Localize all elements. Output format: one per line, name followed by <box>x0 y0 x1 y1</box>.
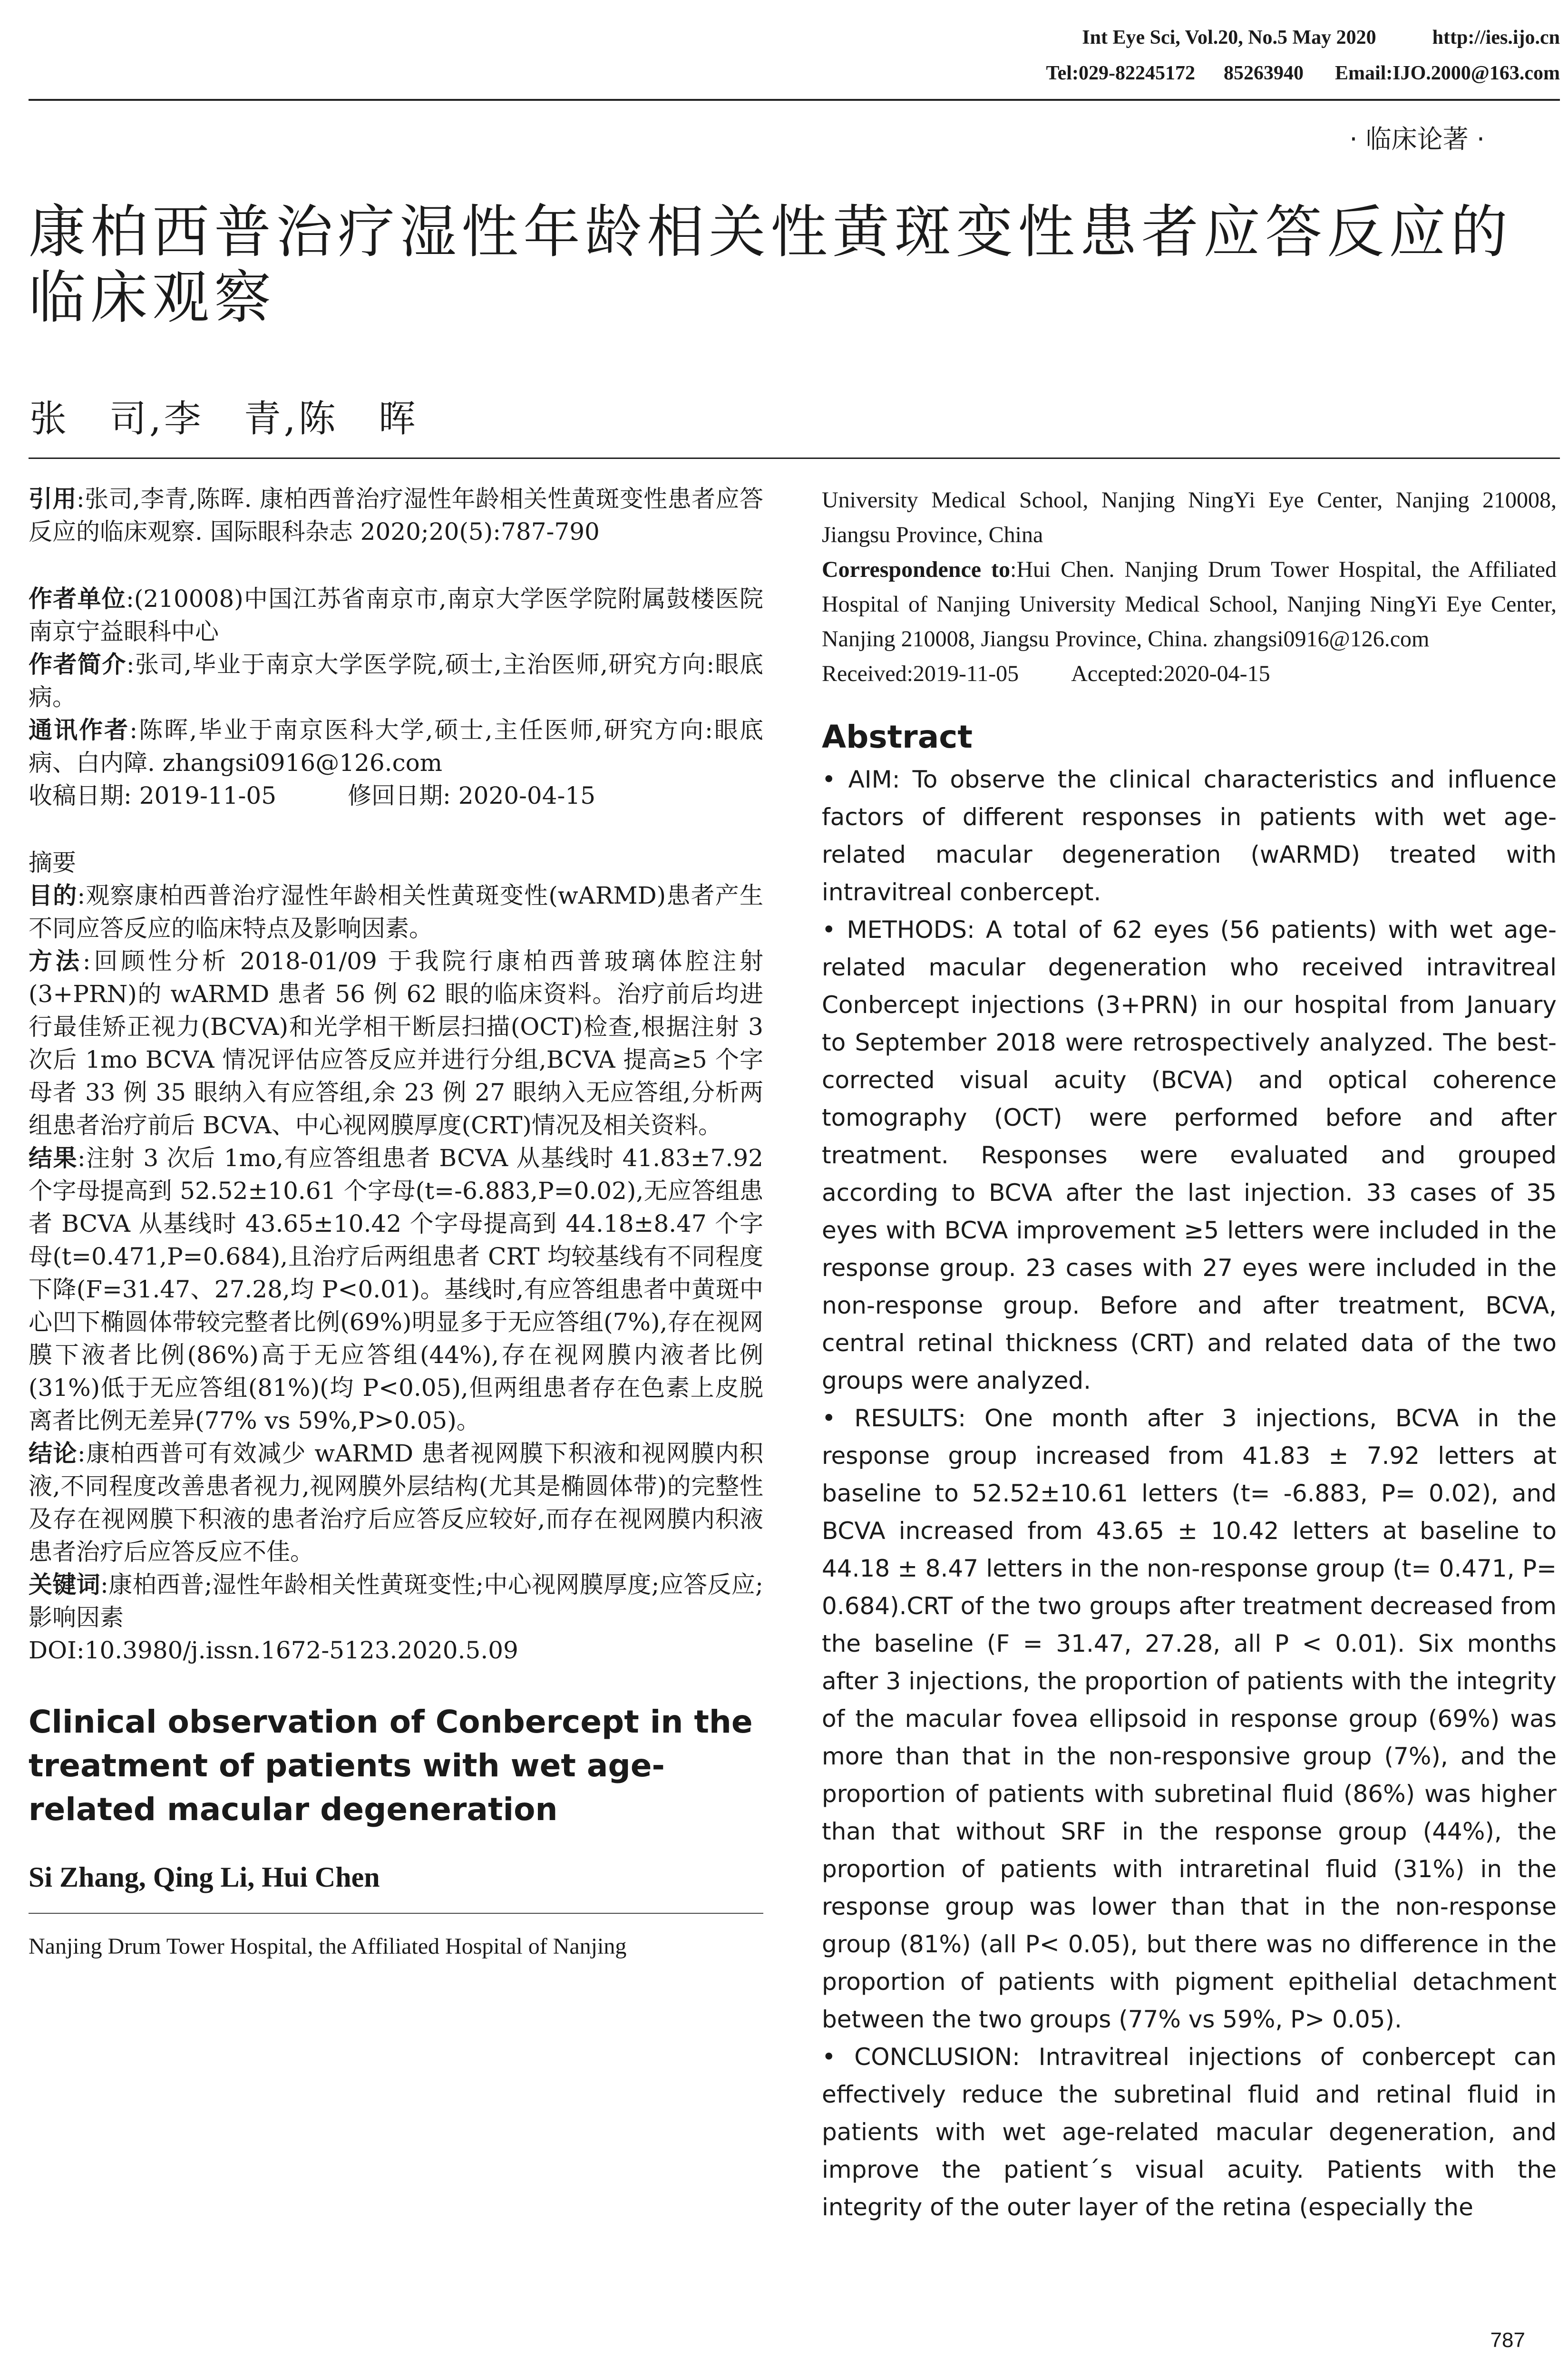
title-rule <box>29 458 1560 459</box>
abstract-heading-en: Abstract <box>822 719 973 755</box>
abstract-conclusion-cn: 结论:康柏西普可有效减少 wARMD 患者视网膜下积液和视网膜内积液,不同程度改善患者视力,视网膜外层结构(尤其是椭圆体带)的完整性及存在视网膜下积液的患者治疗后应答反应较好,而存在视网膜内积液患者治疗后应答反应不佳。 <box>29 1440 764 1566</box>
affiliation-en: Nanjing Drum Tower Hospital, the Affiliated Hospital of Nanjing <box>29 1934 627 1959</box>
header-rule <box>29 99 1560 101</box>
affiliation-rule <box>29 1913 763 1914</box>
journal-header-line2 <box>1046 62 1560 85</box>
journal-header-line1 <box>1082 26 1560 49</box>
received-accepted-en: Received:2019-11-05 Accepted:2020-04-15 <box>822 661 1270 686</box>
corresponding-author: 通讯作者:陈晖,毕业于南京医科大学,硕士,主任医师,研究方向:眼底病、白内障. zhangsi0916@126.com <box>29 716 764 777</box>
left-column <box>29 483 763 1962</box>
journal-info: Int Eye Sci, Vol.20, No.5 May 2020 <box>1082 27 1376 49</box>
author-bio: 作者简介:张司,毕业于南京大学医学院,硕士,主治医师,研究方向:眼底病。 <box>29 651 764 711</box>
affiliation-en-cont: University Medical School, Nanjing NingYi Eye Center, Nanjing 210008, Jiangsu Province, China <box>822 487 1557 547</box>
journal-url[interactable]: http://ies.ijo.cn <box>1432 27 1560 49</box>
received-dates: 收稿日期: 2019-11-05 修回日期: 2020-04-15 <box>29 782 596 809</box>
article-title-cn: 康柏西普治疗湿性年龄相关性黄斑变性患者应答反应的临床观察 <box>29 199 1512 331</box>
journal-email[interactable]: Email:IJO.2000@163.com <box>1334 62 1560 84</box>
abstract-aim-en: • AIM: To observe the clinical characteristics and influence factors of different responses in patients with wet age-related macular degeneration (wARMD) treated with intravitreal conbercept. <box>822 766 1557 906</box>
keywords-cn: 关键词:康柏西普;湿性年龄相关性黄斑变性;中心视网膜厚度;应答反应;影响因素 <box>29 1571 763 1631</box>
author-unit: 作者单位:(210008)中国江苏省南京市,南京大学医学院附属鼓楼医院 南京宁益眼科中心 <box>29 585 763 645</box>
abstract-label-cn: 摘要 <box>29 849 76 877</box>
journal-tel2: 85263940 <box>1223 62 1304 84</box>
abstract-en <box>822 761 1557 2226</box>
abstract-results-en: • RESULTS: One month after 3 injections, BCVA in the response group increased from 41.83 ± 7.92 letters at baseline to 52.52±10.61 letters (t= -6.883, P= 0.02), and BCVA increased from 43.65 ± 10.42 letters at baseline to 44.18 ± 8.47 letters in the non-response group (t= 0.471, P= 0.684).CRT of the two groups after treatment decreased from the baseline (F = 31.47, 27.28, all P < 0.01). Six months after 3 injections, the proportion of patients with the integrity of the macular fovea ellipsoid in response group (69%) was more than that in the non-responsive group (7%), and the proportion of patients with subretinal fluid (86%) was higher than that without SRF in the response group (44%), the proportion of patients with intraretinal fluid (31%) in the response group was lower than that in the non-response group (81%) (all P< 0.05), but there was no difference in the proportion of patients with pigment epithelial detachment between the two groups (77% vs 59%, P> 0.05). <box>822 1404 1557 2033</box>
abstract-results-cn: 结果:注射 3 次后 1mo,有应答组患者 BCVA 从基线时 41.83±7.92 个字母提高到 52.52±10.61 个字母(t=-6.883,P=0.02),无应答组患者 BCVA 从基线时 43.65±10.42 个字母提高到 44.18±8.47 个字母(t=0.471,P=0.684),且治疗后两组患者 CRT 均较基线有不同程度下降(F=31.47、27.28,均 P<0.01)。基线时,有应答组患者中黄斑中心凹下椭圆体带较完整者比例(69%)明显多于无应答组(7%),存在视网膜下液者比例(86%)高于无应答组(44%),存在视网膜内液者比例(31%)低于无应答组(81%)(均 P<0.05),但两组患者存在色素上皮脱离者比例无差异(77% vs 59%,P>0.05)。 <box>29 1144 763 1434</box>
article-title-en: Clinical observation of Conbercept in the treatment of patients with wet age-related macular degeneration <box>29 1704 753 1828</box>
abstract-methods-cn: 方法:回顾性分析 2018-01/09 于我院行康柏西普玻璃体腔注射(3+PRN)的 wARMD 患者 56 例 62 眼的临床资料。治疗前后均进行最佳矫正视力(BCVA)和光学相干断层扫描(OCT)检查,根据注射 3 次后 1mo BCVA 情况评估应答反应并进行分组,BCVA 提高≥5 个字母者 33 例 35 眼纳入有应答组,余 23 例 27 眼纳入无应答组,分析两组患者治疗前后 BCVA、中心视网膜厚度(CRT)情况及相关资料。 <box>29 947 763 1139</box>
doi[interactable]: DOI:10.3980/j.issn.1672-5123.2020.5.09 <box>29 1637 518 1664</box>
authors-cn: 张 司,李 青,陈 晖 <box>29 398 419 440</box>
abstract-aim-cn: 目的:观察康柏西普治疗湿性年龄相关性黄斑变性(wARMD)患者产生不同应答反应的临床特点及影响因素。 <box>29 882 764 942</box>
section-tag: · 临床论著 · <box>1349 124 1485 154</box>
right-column <box>822 483 1557 2226</box>
page-number: 787 <box>1490 2328 1525 2352</box>
correspondence-en: Correspondence to:Hui Chen. Nanjing Drum Tower Hospital, the Affiliated Hospital of Nanjing University Medical School, Nanjing NingYi Eye Center, Nanjing 210008, Jiangsu Province, China. zhangsi0916@126.com <box>822 557 1557 652</box>
authors-en: Si Zhang, Qing Li, Hui Chen <box>29 1861 380 1893</box>
citation: 引用:张司,李青,陈晖. 康柏西普治疗湿性年龄相关性黄斑变性患者应答反应的临床观察. 国际眼科杂志 2020;20(5):787-790 <box>29 485 764 546</box>
journal-tel: Tel:029-82245172 <box>1046 62 1195 84</box>
abstract-conclusion-en: • CONCLUSION: Intravitreal injections of conbercept can effectively reduce the subretinal fluid and retinal fluid in patients with wet age-related macular degeneration, and improve the patient´s visual acuity. Patients with the integrity of the outer layer of the retina (especially the <box>822 2043 1557 2221</box>
abstract-methods-en: • METHODS: A total of 62 eyes (56 patients) with wet age-related macular degeneration who received intravitreal Conbercept injections (3+PRN) in our hospital from January to September 2018 were retrospectively analyzed. The best-corrected visual acuity (BCVA) and optical coherence tomography (OCT) were performed before and after treatment. Responses were evaluated and grouped according to BCVA after the last injection. 33 cases of 35 eyes with BCVA improvement ≥5 letters were included in the response group. 23 cases with 27 eyes were included in the non-response group. Before and after treatment, BCVA, central retinal thickness (CRT) and related data of the two groups were analyzed. <box>822 916 1557 1394</box>
